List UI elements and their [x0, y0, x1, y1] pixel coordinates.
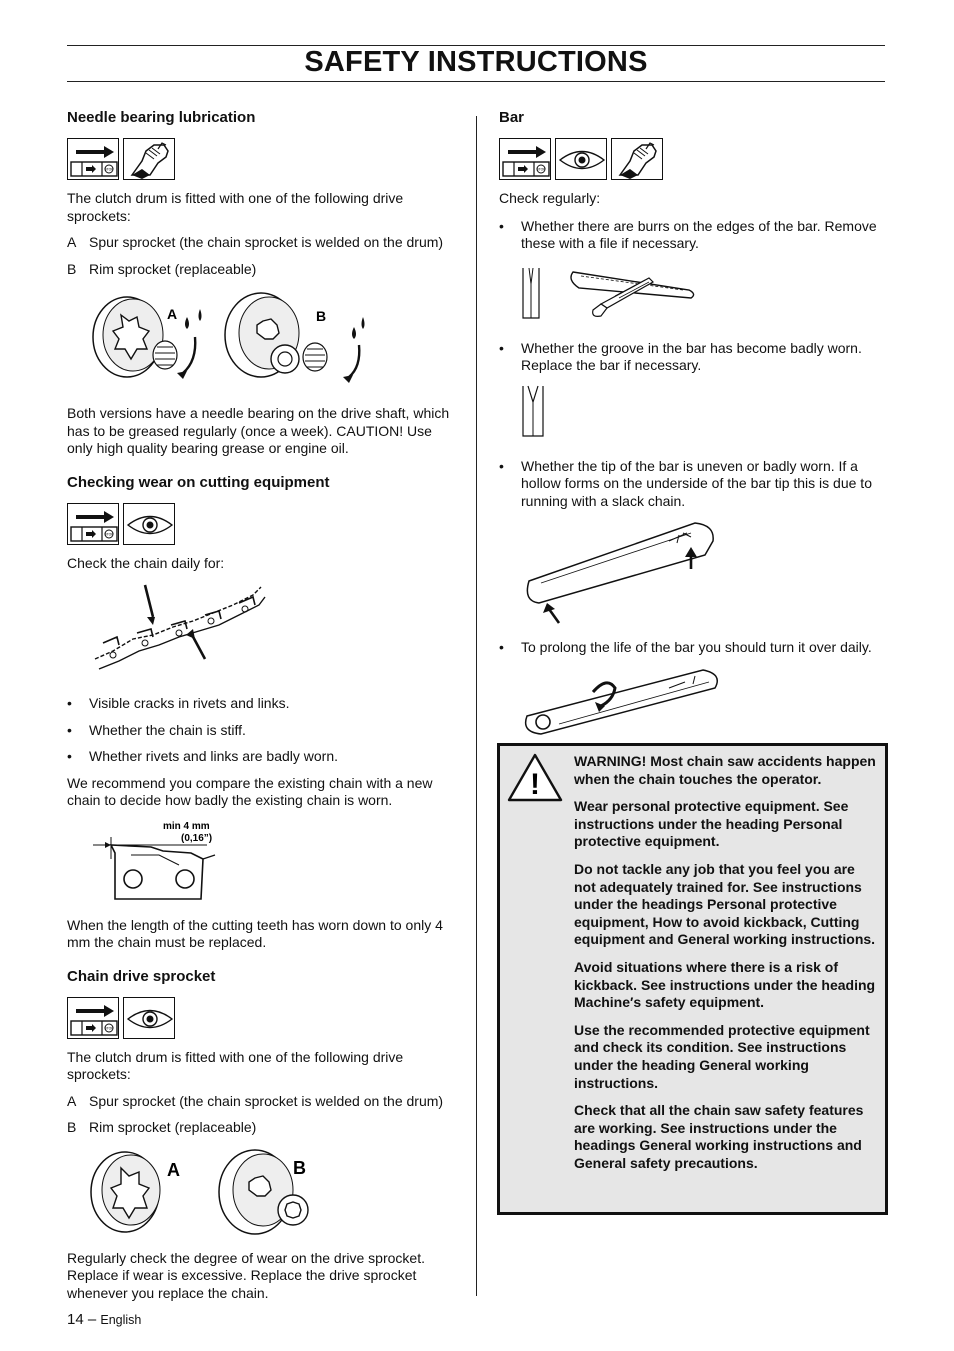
needle-item-b	[67, 261, 457, 279]
wear-replace: When the length of the cutting teeth has worn down to only 4 mm the chain must be replaced.	[67, 916, 443, 950]
needle-item-a	[67, 234, 457, 252]
svg-text:!: !	[530, 768, 540, 801]
svg-text:B: B	[293, 1157, 306, 1178]
sprocket-heading: Chain drive sprocket	[67, 967, 216, 985]
sprocket-item-b-text: Rim sprocket (replaceable)	[89, 1119, 257, 1135]
svg-text:STOP: STOP	[104, 532, 114, 536]
sprocket-after: Regularly check the degree of wear on the drive sprocket. Replace if wear is excessive. Replace the drive sprocket whenever you replace the chain.	[67, 1249, 425, 1301]
title-rule	[67, 81, 885, 82]
list-item: • Whether the groove in the bar has become badly worn. Replace the bar if necessary.	[499, 339, 862, 373]
warning-text	[574, 753, 880, 1182]
drive-sprocket-figure	[67, 1146, 327, 1240]
wear-bullets	[67, 695, 457, 766]
needle-item-a-key: A	[67, 234, 77, 250]
page-title: SAFETY INSTRUCTIONS	[304, 46, 648, 78]
right-column	[499, 108, 885, 748]
bar-bullets-2	[499, 340, 885, 375]
needle-heading: Needle bearing lubrication	[67, 109, 256, 126]
eye-icon	[123, 503, 175, 545]
sprocket-item-b	[67, 1119, 457, 1137]
warning-paragraph: WARNING! Most chain saw accidents happen when the chain touches the operator.	[574, 753, 876, 787]
list-item: • Visible cracks in rivets and links.	[67, 695, 290, 711]
wear-intro: Check the chain daily for:	[67, 554, 225, 571]
bar-turn-figure	[519, 666, 739, 738]
needle-item-b-key: B	[67, 260, 77, 277]
sprocket-item-a-text: Spur sprocket (the chain sprocket is welded on the drum)	[89, 1092, 444, 1109]
cutter-min-figure	[91, 819, 291, 907]
warning-paragraph: Wear personal protective equipment. See instructions under the heading Personal protective equipment.	[574, 798, 849, 850]
svg-text:STOP: STOP	[536, 167, 546, 172]
wear-recommend: We recommend you compare the existing chain with a new chain to decide how badly the existing chain is worn.	[67, 774, 433, 808]
list-item: • To prolong the life of the bar you should turn it over daily.	[499, 639, 872, 655]
bar-groove-figure	[519, 384, 559, 440]
needle-sprocket-figure	[67, 287, 367, 395]
wear-heading: Checking wear on cutting equipment	[67, 473, 330, 491]
list-item: • Whether there are burrs on the edges of the bar. Remove these with a file if necessary.	[499, 217, 877, 251]
svg-text:STOP: STOP	[104, 167, 114, 172]
warning-paragraph: Avoid situations where there is a risk of kickback. See instructions under the heading Machine′s safety equipment.	[574, 958, 876, 1011]
svg-text:A: A	[167, 306, 178, 322]
left-column	[67, 108, 457, 1311]
eye-icon	[555, 138, 607, 180]
bar-bullets-3	[499, 458, 885, 511]
svg-text:STOP: STOP	[104, 1026, 114, 1030]
needle-item-b-text: Rim sprocket (replaceable)	[89, 260, 257, 277]
bar-file-figure	[519, 262, 719, 326]
needle-intro: The clutch drum is fitted with one of the following drive sprockets:	[67, 190, 404, 224]
sprocket-item-b-key: B	[67, 1119, 77, 1135]
svg-text:B: B	[316, 308, 327, 324]
warning-paragraph: Do not tackle any job that you feel you are not adequately trained for. See instructions under the headings Personal protective equipment, How to avoid kickback, Cutting equipment and General working instructions.	[574, 860, 876, 948]
wear-icons	[67, 503, 457, 545]
list-item: • Whether rivets and links are badly worn.	[67, 748, 338, 764]
svg-text:min 4 mm: min 4 mm	[163, 820, 210, 832]
footer-language: English	[100, 1313, 142, 1327]
stop-engine-icon	[67, 997, 119, 1039]
list-item: • Whether the chain is stiff.	[67, 721, 246, 738]
warning-triangle-icon	[506, 752, 564, 804]
sprocket-intro: The clutch drum is fitted with one of the following drive sprockets:	[67, 1048, 404, 1082]
chain-figure	[93, 581, 293, 677]
glove-icon	[611, 138, 663, 180]
list-item: • Whether the tip of the bar is uneven or badly worn. If a hollow forms on the underside of the bar tip this is due to running with a slack chain.	[499, 457, 872, 509]
column-divider	[476, 116, 477, 1296]
svg-text:A: A	[167, 1159, 180, 1180]
sprocket-icons	[67, 997, 457, 1039]
warning-paragraph: Check that all the chain saw safety features are working. See instructions under the headings General working instructions and General safety precautions.	[574, 1102, 864, 1171]
page-footer	[67, 1311, 141, 1328]
needle-after: Both versions have a needle bearing on the drive shaft, which has to be greased regularly (once a week). CAUTION! Use only high quality bearing grease or engine oil.	[67, 405, 450, 456]
sprocket-item-a	[67, 1093, 457, 1111]
warning-box	[497, 743, 888, 1215]
bar-heading: Bar	[499, 109, 525, 126]
stop-engine-icon	[67, 138, 119, 180]
svg-text:(0,16”): (0,16”)	[181, 832, 213, 844]
page-number: 14 –	[67, 1311, 97, 1328]
needle-icons	[67, 138, 457, 180]
needle-item-a-text: Spur sprocket (the chain sprocket is welded on the drum)	[89, 234, 444, 250]
eye-icon	[123, 997, 175, 1039]
sprocket-item-a-key: A	[67, 1092, 77, 1109]
bar-icons	[499, 138, 885, 180]
bar-tip-figure	[519, 519, 739, 627]
stop-engine-icon	[499, 138, 551, 180]
stop-engine-icon	[67, 503, 119, 545]
warning-paragraph: Use the recommended protective equipment and check its condition. See instructions under the heading General working instructions.	[574, 1021, 870, 1091]
bar-intro: Check regularly:	[499, 190, 601, 206]
bar-bullets	[499, 218, 885, 253]
bar-bullets-4	[499, 639, 885, 657]
glove-icon	[123, 138, 175, 180]
